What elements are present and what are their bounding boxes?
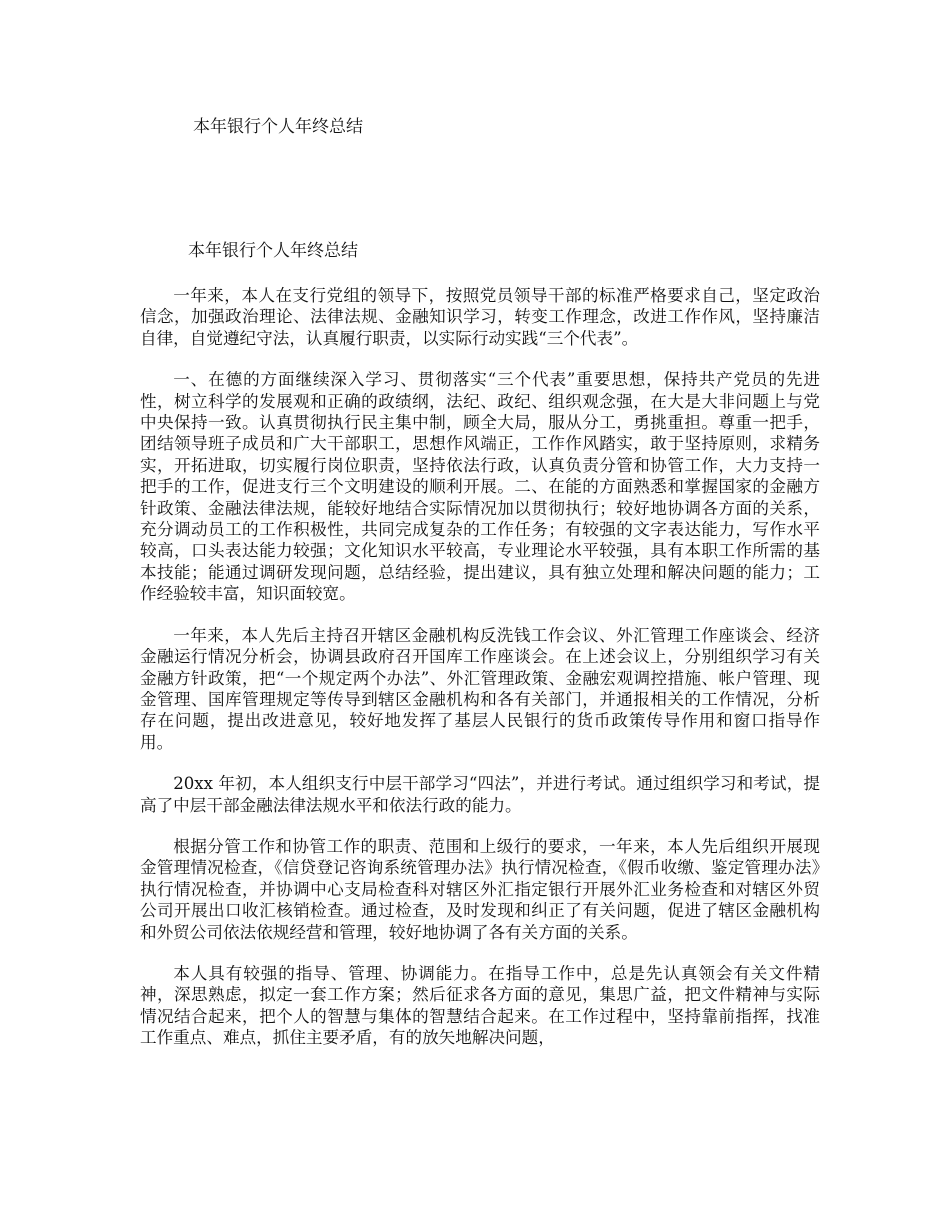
paragraph: 20xx 年初，本人组织支行中层干部学习“四法”，并进行考试。通过组织学习和考试，提高了中层干部金融法律法规水平和依法行政的能力。 — [140, 774, 820, 815]
paragraph: 一年来，本人先后主持召开辖区金融机构反洗钱工作会议、外汇管理工作座谈会、经济金融运行情况分析会，协调县政府召开国库工作座谈会。在上述会议上，分别组织学习有关金融方针政策，把“一个规定两个办法”、外汇管理政策、金融宏观调控措施、帐户管理、现金管理、国库管理规定等传导到辖区金融机构和各有关部门，并通报相关的工作情况，分析存在问题，提出改进意见，较好地发挥了基层人民银行的货币政策传导作用和窗口指导作用。 — [140, 625, 820, 752]
paragraph: 一、在德的方面继续深入学习、贯彻落实“三个代表”重要思想，保持共产党员的先进性，树立科学的发展观和正确的政绩纲，法纪、政纪、组织观念强，在大是大非问题上与党中央保持一致。认真贯彻执行民主集中制，顾全大局，服从分工，勇挑重担。尊重一把手，团结领导班子成员和广大干部职工，思想作风端正，工作作风踏实，敢于坚持原则，求精务实，开拓进取，切实履行岗位职责，坚持依法行政，认真负责分管和协管工作，大力支持一把手的工作，促进支行三个文明建设的顺利开展。二、在能的方面熟悉和掌握国家的金融方针政策、金融法律法规，能较好地结合实际情况加以贯彻执行；较好地协调各方面的关系，充分调动员工的工作积极性，共同完成复杂的工作任务；有较强的文字表达能力，写作水平较高，口头表达能力较强；文化知识水平较高，专业理论水平较强，具有本职工作所需的基本技能；能通过调研发现问题，总结经验，提出建议，具有独立处理和解决问题的能力；工作经验较丰富，知识面较宽。 — [140, 370, 820, 604]
paragraph: 一年来，本人在支行党组的领导下，按照党员领导干部的标准严格要求自己，坚定政治信念，加强政治理论、法律法规、金融知识学习，转变工作理念，改进工作作风，坚持廉洁自律，自觉遵纪守法，认真履行职责，以实际行动实践“三个代表”。 — [140, 286, 820, 348]
document-title: 本年银行个人年终总结 — [193, 117, 363, 137]
paragraph: 本人具有较强的指导、管理、协调能力。在指导工作中，总是先认真领会有关文件精神，深思熟虑，拟定一套工作方案；然后征求各方面的意见，集思广益，把文件精神与实际情况结合起来，把个人的智慧与集体的智慧结合起来。在工作过程中，坚持靠前指挥，找准工作重点、难点，抓住主要矛盾，有的放矢地解决问题， — [140, 963, 820, 1048]
document-subtitle: 本年银行个人年终总结 — [188, 241, 358, 261]
document-body — [140, 285, 820, 1069]
paragraph: 根据分管工作和协管工作的职责、范围和上级行的要求，一年来，本人先后组织开展现金管理情况检查，《信贷登记咨询系统管理办法》执行情况检查，《假币收缴、鉴定管理办法》执行情况检查，并协调中心支局检查科对辖区外汇指定银行开展外汇业务检查和对辖区外贸公司开展出口收汇核销检查。通过检查，及时发现和纠正了有关问题，促进了辖区金融机构和外贸公司依法依规经营和管理，较好地协调了各有关方面的关系。 — [140, 836, 820, 942]
